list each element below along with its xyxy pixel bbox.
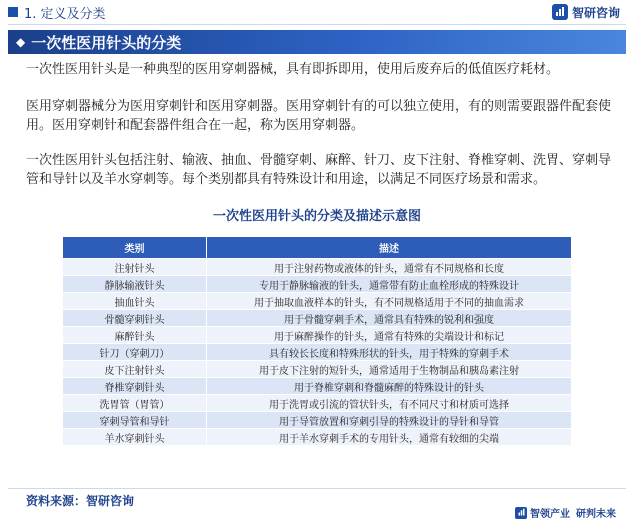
paragraph-definition: 一次性医用针头是一种典型的医用穿刺器械，具有即拆即用，使用后废弃后的低值医疗耗材。 <box>26 62 560 77</box>
header-description: 描述 <box>207 237 572 259</box>
row-category: 麻醉针头 <box>63 327 207 344</box>
top-bar <box>0 0 634 26</box>
row-category: 抽血针头 <box>63 293 207 310</box>
source-note: 资料来源：智研咨询 <box>26 494 135 508</box>
slogan-logo-icon <box>515 507 527 519</box>
row-description: 用于洗胃或引流的管状针头，有不同尺寸和材质可选择 <box>207 395 572 412</box>
header-category: 类别 <box>63 237 207 259</box>
row-category: 针刀（穿刺刀） <box>63 344 207 361</box>
section-marker <box>8 7 18 17</box>
table-row <box>63 276 572 293</box>
title-band <box>8 30 626 54</box>
slogan-part-a: 智领产业 <box>530 509 570 520</box>
row-category: 穿刺导管和导针 <box>63 412 207 429</box>
classification-table <box>62 236 572 446</box>
table-row <box>63 344 572 361</box>
row-description: 用于导管放置和穿刺引导的特殊设计的导针和导管 <box>207 412 572 429</box>
brand-logo-text: 智研咨询 <box>571 5 620 20</box>
table-row <box>63 259 572 276</box>
paragraph-types: 一次性医用针头包括注射、输液、抽血、骨髓穿刺、麻醉、针刀、皮下注射、脊椎穿刺、洗胃、穿刺导管和导针以及羊水穿刺等。每个类别都具有特殊设计和用途，以满足不同医疗场景和需求。 <box>26 153 612 187</box>
row-category: 骨髓穿刺针头 <box>63 310 207 327</box>
table-header-row <box>63 237 572 259</box>
table-row <box>63 378 572 395</box>
row-category: 注射针头 <box>63 259 207 276</box>
row-description: 用于抽取血液样本的针头，有不同规格适用于不同的抽血需求 <box>207 293 572 310</box>
row-description: 用于麻醉操作的针头，通常有特殊的尖端设计和标记 <box>207 327 572 344</box>
row-category: 皮下注射针头 <box>63 361 207 378</box>
row-category: 脊椎穿刺针头 <box>63 378 207 395</box>
table-row <box>63 310 572 327</box>
table-row <box>63 361 572 378</box>
row-description: 用于脊椎穿刺和脊髓麻醉的特殊设计的针头 <box>207 378 572 395</box>
table-row <box>63 293 572 310</box>
brand-logo-icon <box>552 4 568 20</box>
page-title: 一次性医用针头的分类 <box>31 33 182 52</box>
row-category: 洗胃管（胃管） <box>63 395 207 412</box>
row-description: 专用于静脉输液的针头，通常带有防止血栓形成的特殊设计 <box>207 276 572 293</box>
diamond-icon: ◆ <box>16 35 26 49</box>
slogan <box>515 505 616 520</box>
row-description: 用于羊水穿刺手术的专用针头，通常有较细的尖端 <box>207 429 572 446</box>
table-title: 一次性医用针头的分类及描述示意图 <box>212 209 421 224</box>
section-label: 1. 定义及分类 <box>24 7 106 22</box>
table-row <box>63 395 572 412</box>
row-description: 用于骨髓穿刺手术，通常具有特殊的锐利和强度 <box>207 310 572 327</box>
brand-logo <box>552 2 620 22</box>
slogan-part-b: 研判未来 <box>576 509 616 520</box>
row-category: 静脉输液针头 <box>63 276 207 293</box>
table-row <box>63 429 572 446</box>
row-description: 具有较长长度和特殊形状的针头，用于特殊的穿刺手术 <box>207 344 572 361</box>
table-row <box>63 412 572 429</box>
header-divider <box>8 24 626 25</box>
row-category: 羊水穿刺针头 <box>63 429 207 446</box>
row-description: 用于皮下注射的短针头，通常适用于生物制品和胰岛素注射 <box>207 361 572 378</box>
footer-divider <box>8 488 626 489</box>
table-row <box>63 327 572 344</box>
paragraph-categories: 医用穿刺器械分为医用穿刺针和医用穿刺器。医用穿刺针有的可以独立使用，有的则需要跟器件配套使用。医用穿刺针和配套器件组合在一起，称为医用穿刺器。 <box>26 99 612 133</box>
row-description: 用于注射药物或液体的针头，通常有不同规格和长度 <box>207 259 572 276</box>
